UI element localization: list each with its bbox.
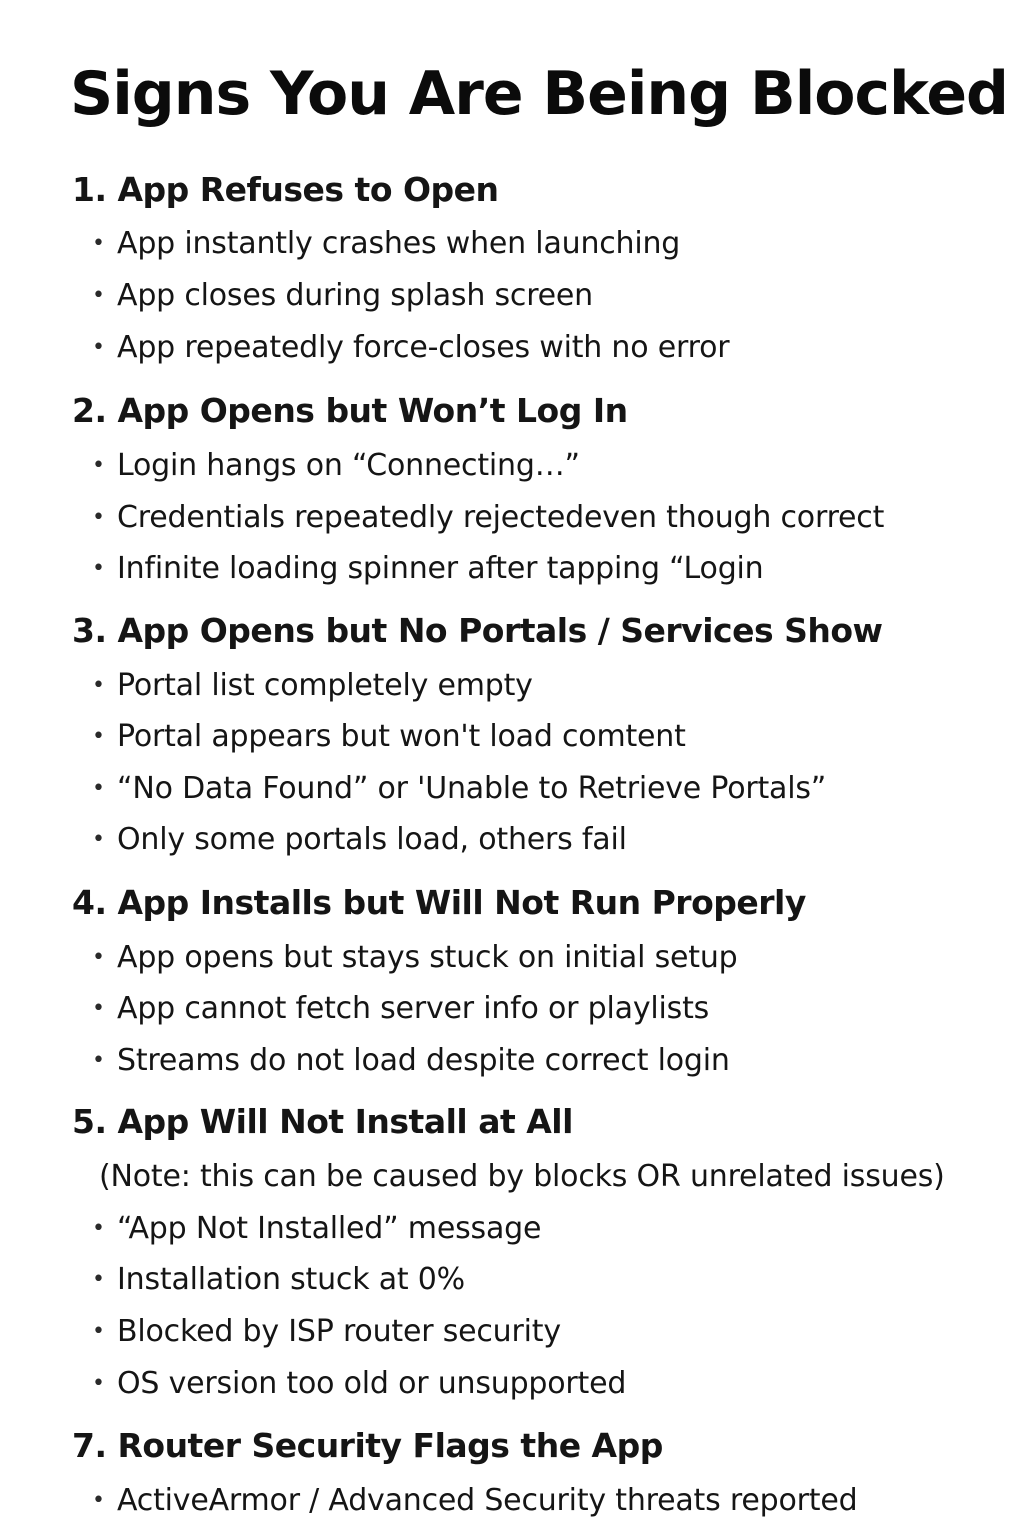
bullet-dot-icon: • xyxy=(92,231,105,256)
list-item-text: App closes during splash screen xyxy=(117,278,593,313)
list-item-text: App instantly crashes when launching xyxy=(117,226,681,261)
section-2-item-3 xyxy=(92,549,764,589)
bullet-dot-icon: • xyxy=(92,283,105,308)
section-3-item-1 xyxy=(92,666,533,706)
page-title: Signs You Are Being Blocked xyxy=(70,59,1008,129)
section-1-item-1 xyxy=(92,224,680,264)
list-item-text: Credentials repeatedly rejectedeven though correct xyxy=(117,500,885,535)
section-5-item-3 xyxy=(92,1312,561,1352)
section-4-item-3 xyxy=(92,1041,730,1081)
list-item-text: ActiveArmor / Advanced Security threats reported xyxy=(117,1483,858,1518)
list-item-text: Portal appears but won't load comtent xyxy=(117,719,686,754)
section-5-item-2 xyxy=(92,1260,465,1300)
section-5-item-4 xyxy=(92,1364,626,1404)
list-item-text: App opens but stays stuck on initial setup xyxy=(117,940,738,975)
bullet-dot-icon: • xyxy=(92,945,105,970)
list-item-text: Infinite loading spinner after tapping “Login xyxy=(117,551,764,586)
section-7-heading: 7. Router Security Flags the App xyxy=(72,1426,663,1465)
list-item-text: Only some portals load, others fail xyxy=(117,822,627,857)
list-item-text: App repeatedly force-closes with no error xyxy=(117,330,730,365)
bullet-dot-icon: • xyxy=(92,1371,105,1396)
list-item-text: Portal list completely empty xyxy=(117,668,533,703)
section-2-item-1 xyxy=(92,446,580,486)
bullet-dot-icon: • xyxy=(92,556,105,581)
section-3-item-4 xyxy=(92,820,627,860)
bullet-dot-icon: • xyxy=(92,1048,105,1073)
section-7-item-1 xyxy=(92,1481,857,1521)
list-item-text: Installation stuck at 0% xyxy=(117,1262,465,1297)
section-1-heading: 1. App Refuses to Open xyxy=(72,170,499,209)
list-item-text: App cannot fetch server info or playlists xyxy=(117,991,710,1026)
list-item-text: “No Data Found” or 'Unable to Retrieve Portals” xyxy=(117,771,827,806)
bullet-dot-icon: • xyxy=(92,827,105,852)
list-item-text: Blocked by ISP router security xyxy=(117,1314,561,1349)
section-5-note: (Note: this can be caused by blocks OR unrelated issues) xyxy=(99,1159,945,1194)
section-5-item-1 xyxy=(92,1209,541,1249)
list-item-text: OS version too old or unsupported xyxy=(117,1366,627,1401)
section-2-heading: 2. App Opens but Won’t Log In xyxy=(72,391,628,430)
section-1-item-2 xyxy=(92,276,593,316)
section-4-item-2 xyxy=(92,989,709,1029)
bullet-dot-icon: • xyxy=(92,724,105,749)
bullet-dot-icon: • xyxy=(92,453,105,478)
list-item-text: Streams do not load despite correct login xyxy=(117,1043,730,1078)
bullet-dot-icon: • xyxy=(92,673,105,698)
section-3-item-2 xyxy=(92,717,686,757)
list-item-text: Login hangs on “Connecting…” xyxy=(117,448,580,483)
bullet-dot-icon: • xyxy=(92,1216,105,1241)
section-1-item-3 xyxy=(92,328,729,368)
section-5-heading: 5. App Will Not Install at All xyxy=(72,1102,573,1141)
list-item-text: “App Not Installed” message xyxy=(117,1211,542,1246)
section-3-item-3 xyxy=(92,769,826,809)
bullet-dot-icon: • xyxy=(92,1488,105,1513)
bullet-dot-icon: • xyxy=(92,776,105,801)
bullet-dot-icon: • xyxy=(92,505,105,530)
section-4-item-1 xyxy=(92,938,738,978)
bullet-dot-icon: • xyxy=(92,1319,105,1344)
section-4-heading: 4. App Installs but Will Not Run Properly xyxy=(72,883,806,922)
bullet-dot-icon: • xyxy=(92,996,105,1021)
bullet-dot-icon: • xyxy=(92,335,105,360)
bullet-dot-icon: • xyxy=(92,1267,105,1292)
section-2-item-2 xyxy=(92,498,884,538)
section-3-heading: 3. App Opens but No Portals / Services Show xyxy=(72,611,883,650)
